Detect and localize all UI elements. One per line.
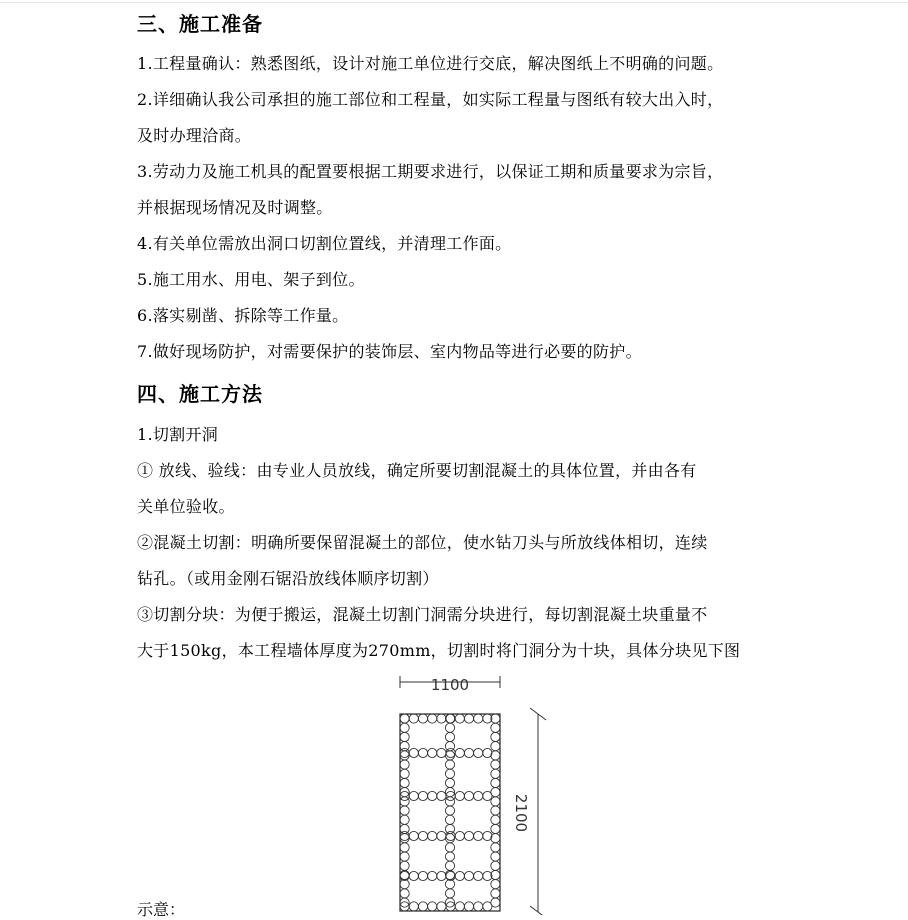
drill-hole	[491, 769, 500, 778]
drill-hole	[409, 902, 418, 911]
drill-hole	[428, 714, 437, 723]
drill-hole	[491, 788, 500, 797]
paragraph-line: 关单位验收。	[137, 497, 235, 516]
drill-hole	[400, 824, 409, 833]
paragraph-line: 并根据现场情况及时调整。	[137, 198, 333, 217]
drill-hole	[400, 742, 409, 751]
drill-hole	[400, 815, 409, 824]
drill-hole	[491, 760, 500, 769]
drill-hole	[400, 861, 409, 870]
drill-hole	[409, 831, 418, 840]
drill-hole	[400, 760, 409, 769]
section-heading-method: 四、施工方法	[137, 382, 263, 406]
drill-hole	[400, 806, 409, 815]
drill-hole	[474, 871, 483, 880]
page-top-border	[0, 2, 908, 3]
drill-hole	[418, 871, 427, 880]
drill-hole	[445, 760, 454, 769]
drill-hole	[409, 791, 418, 800]
drill-hole	[418, 902, 427, 911]
drill-hole	[464, 791, 473, 800]
drill-hole	[437, 791, 446, 800]
paragraph-line: ③切割分块：为便于搬运，混凝土切割门洞需分块进行，每切割混凝土块重量不	[137, 605, 708, 624]
paragraph-line: 5.施工用水、用电、架子到位。	[137, 270, 365, 289]
drill-hole	[437, 831, 446, 840]
figure-caption: 示意：	[137, 900, 186, 919]
drill-hole	[491, 843, 500, 852]
drill-hole	[428, 748, 437, 757]
drill-hole	[437, 871, 446, 880]
drill-hole	[418, 714, 427, 723]
drill-hole-pattern	[400, 714, 500, 911]
paragraph-line: 3.劳动力及施工机具的配置要根据工期要求进行，以保证工期和质量要求为宗旨，	[137, 162, 724, 181]
paragraph-line: ②混凝土切割：明确所要保留混凝土的部位，使水钻刀头与所放线体相切，连续	[137, 533, 708, 552]
drill-hole	[491, 732, 500, 741]
drill-hole	[445, 769, 454, 778]
drill-hole	[445, 806, 454, 815]
paragraph-line: ① 放线、验线：由专业人员放线，确定所要切割混凝土的具体位置，并由各有	[137, 461, 697, 480]
drill-hole	[445, 815, 454, 824]
drill-hole	[445, 797, 454, 806]
drill-hole	[491, 852, 500, 861]
drill-hole	[464, 748, 473, 757]
drill-hole	[409, 871, 418, 880]
paragraph-line: 6.落实剔凿、拆除等工作量。	[137, 306, 349, 325]
drill-hole	[445, 843, 454, 852]
door-opening-cut-diagram	[380, 668, 570, 915]
drill-hole	[491, 806, 500, 815]
drill-hole	[445, 714, 454, 723]
drill-hole	[400, 834, 409, 843]
drill-hole	[491, 778, 500, 787]
drill-hole	[464, 871, 473, 880]
paragraph-line: 4.有关单位需放出洞口切割位置线，并清理工作面。	[137, 234, 512, 253]
drill-hole	[400, 769, 409, 778]
drill-hole	[491, 797, 500, 806]
drill-hole	[400, 732, 409, 741]
drill-hole	[400, 723, 409, 732]
paragraph-line: 及时办理洽商。	[137, 126, 252, 145]
drill-hole	[400, 843, 409, 852]
drill-hole	[474, 791, 483, 800]
drill-hole	[409, 748, 418, 757]
drill-hole	[445, 852, 454, 861]
drill-hole	[491, 834, 500, 843]
paragraph-line: 1.工程量确认：熟悉图纸，设计对施工单位进行交底，解决图纸上不明确的问题。	[137, 54, 724, 73]
drill-hole	[437, 714, 446, 723]
drill-hole	[474, 748, 483, 757]
drill-hole	[491, 742, 500, 751]
drill-hole	[418, 748, 427, 757]
drill-hole	[491, 861, 500, 870]
drill-hole	[445, 889, 454, 898]
drill-hole	[474, 714, 483, 723]
drill-hole	[445, 723, 454, 732]
drill-hole	[445, 742, 454, 751]
paragraph-line: 2.详细确认我公司承担的施工部位和工程量，如实际工程量与图纸有较大出入时，	[137, 90, 724, 109]
drill-hole	[445, 824, 454, 833]
drill-hole	[474, 831, 483, 840]
drill-hole	[409, 714, 418, 723]
drill-hole	[491, 751, 500, 760]
drill-hole	[445, 861, 454, 870]
drill-hole	[464, 902, 473, 911]
drill-hole	[455, 791, 464, 800]
drill-hole	[491, 898, 500, 907]
drill-hole	[474, 902, 483, 911]
height-dimension-label: 2100	[512, 793, 530, 833]
paragraph-line: 1.切割开洞	[137, 425, 219, 444]
drill-hole	[455, 831, 464, 840]
drill-hole	[428, 791, 437, 800]
drill-hole	[437, 748, 446, 757]
drill-hole	[418, 791, 427, 800]
drill-hole	[400, 751, 409, 760]
drill-hole	[400, 889, 409, 898]
paragraph-line: 7.做好现场防护，对需要保护的装饰层、室内物品等进行必要的防护。	[137, 342, 642, 361]
drill-hole	[445, 732, 454, 741]
drill-hole	[491, 880, 500, 889]
drill-hole	[400, 797, 409, 806]
paragraph-line: 大于150kg，本工程墙体厚度为270mm，切割时将门洞分为十块，具体分块见下图	[137, 641, 741, 660]
drill-hole	[400, 852, 409, 861]
drill-hole	[491, 889, 500, 898]
drill-hole	[491, 723, 500, 732]
width-dimension-label: 1100	[430, 676, 470, 694]
drill-hole	[455, 871, 464, 880]
paragraph-line: 钻孔。（或用金刚石锯沿放线体顺序切割）	[137, 569, 439, 588]
door-opening-outline	[400, 714, 500, 911]
drill-hole	[428, 902, 437, 911]
drill-hole	[464, 831, 473, 840]
drill-hole	[428, 871, 437, 880]
section-heading-preparation: 三、施工准备	[137, 12, 263, 36]
drill-hole	[464, 714, 473, 723]
drill-hole	[400, 778, 409, 787]
drill-hole	[455, 748, 464, 757]
drill-hole	[491, 815, 500, 824]
drill-hole	[455, 902, 464, 911]
drill-hole	[400, 714, 409, 723]
drill-hole	[491, 824, 500, 833]
drill-hole	[437, 902, 446, 911]
drill-hole	[428, 831, 437, 840]
drill-hole	[455, 714, 464, 723]
drill-hole	[445, 778, 454, 787]
drill-hole	[418, 831, 427, 840]
